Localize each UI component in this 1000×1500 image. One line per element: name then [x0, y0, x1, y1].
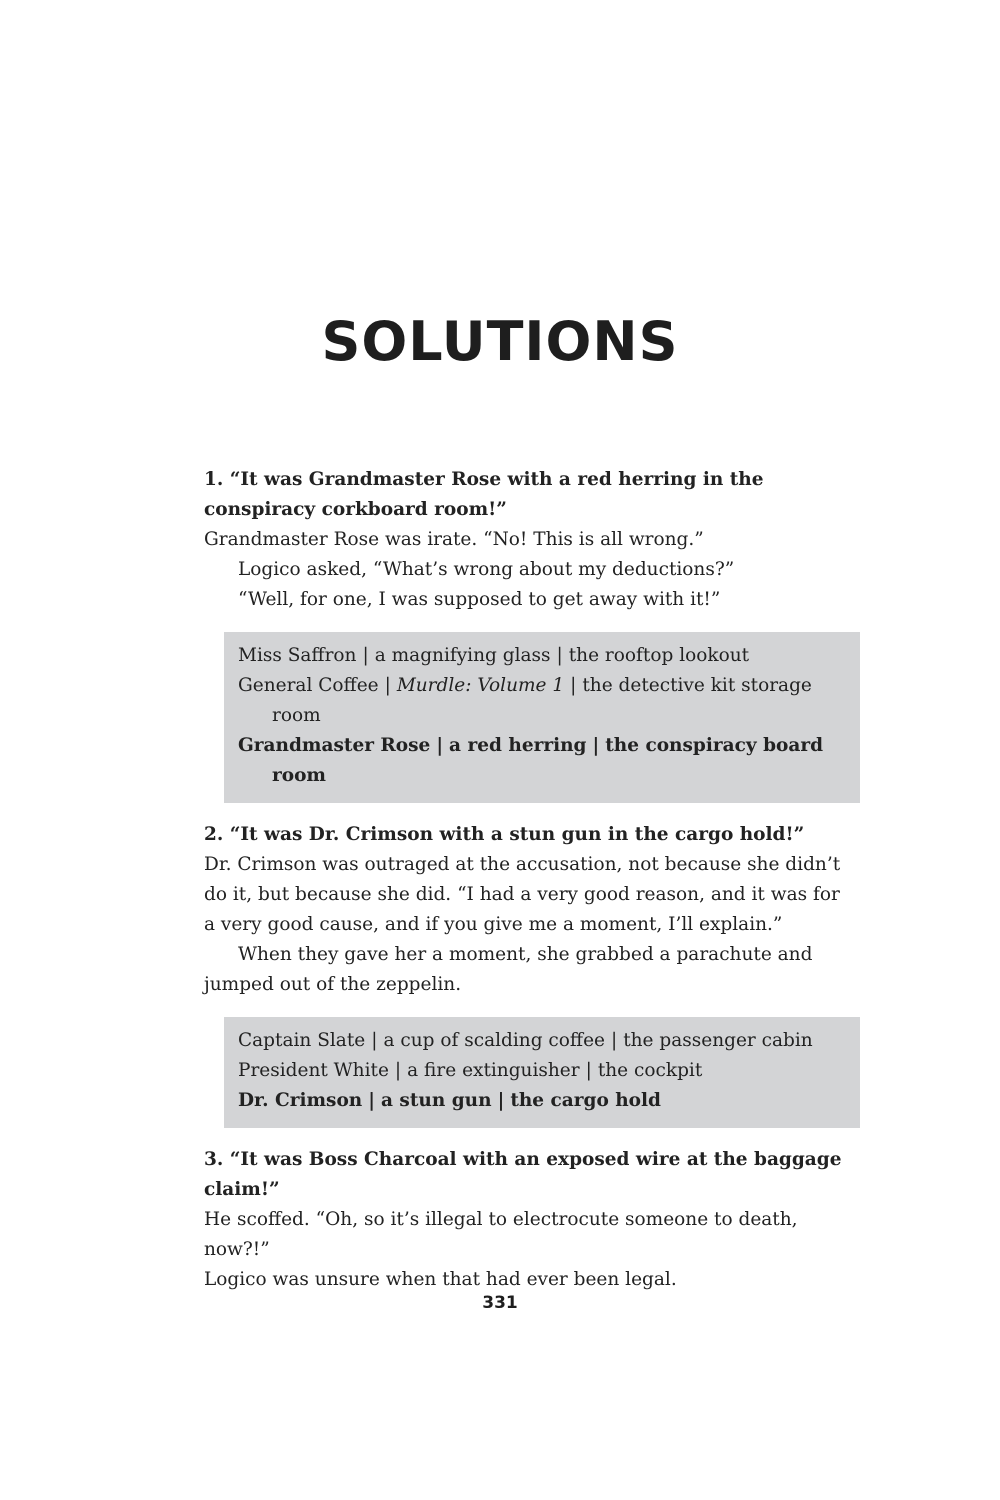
separator: |: [570, 675, 577, 696]
solution-2-heading: 2. “It was Dr. Crimson with a stun gun in the cargo hold!”: [204, 824, 805, 845]
separator: |: [368, 1090, 375, 1111]
weapon-name: Murdle: Volume 1: [396, 675, 565, 696]
table-row: [238, 671, 848, 731]
table-row: [238, 1026, 848, 1056]
weapon-name: a magnifying glass: [374, 645, 551, 666]
weapon-name: a cup of scalding coffee: [383, 1030, 605, 1051]
separator: |: [394, 1060, 402, 1081]
solution-1-suspect-table: [224, 632, 860, 803]
separator: |: [362, 645, 369, 666]
solution-3-heading: 3. “It was Boss Charcoal with an exposed wire at the baggage claim!”: [204, 1149, 842, 1200]
location-name: the cargo hold: [510, 1090, 661, 1111]
separator: |: [592, 735, 600, 756]
weapon-name: a red herring: [449, 735, 587, 756]
table-row: [238, 1056, 848, 1086]
suspect-name: Captain Slate: [238, 1030, 366, 1051]
location-name: the cockpit: [597, 1060, 703, 1081]
weapon-name: a fire extinguisher: [407, 1060, 580, 1081]
separator: |: [371, 1030, 378, 1051]
table-row-answer: [238, 731, 848, 791]
suspect-name: General Coffee: [238, 675, 379, 696]
solution-1-heading: 1. “It was Grandmaster Rose with a red herring in the conspiracy corkboard room!”: [204, 469, 764, 520]
location-name: the conspiracy board room: [272, 735, 824, 786]
separator: |: [384, 675, 391, 696]
table-row-answer: [238, 1086, 848, 1116]
weapon-name: a stun gun: [381, 1090, 492, 1111]
suspect-name: President White: [238, 1060, 389, 1081]
solution-1-paragraph-3: “Well, for one, I was supposed to get away with it!”: [238, 589, 721, 610]
solution-2-paragraph-1: Dr. Crimson was outraged at the accusation, not because she didn’t do it, but because she did. “I had a very good reason, and it was for a very good cause, and if you give me a moment, I’ll explain.”: [204, 854, 841, 935]
separator: |: [585, 1060, 592, 1081]
page-title: SOLUTIONS: [321, 310, 679, 373]
solutions-content: [204, 465, 844, 1295]
location-name: the detective kit storage room: [272, 675, 812, 726]
separator: |: [610, 1030, 618, 1051]
page-number: 331: [482, 1293, 518, 1313]
location-name: the rooftop lookout: [568, 645, 750, 666]
location-name: the passenger cabin: [623, 1030, 813, 1051]
solution-2-paragraph-2: When they gave her a moment, she grabbed a parachute and jumped out of the zeppelin.: [204, 944, 813, 995]
solution-1-paragraph-2: Logico asked, “What’s wrong about my deductions?”: [238, 559, 735, 580]
solution-3-paragraph-1: He scoffed. “Oh, so it’s illegal to electrocute someone to death, now?!”: [204, 1209, 798, 1260]
solution-1-paragraph-1: Grandmaster Rose was irate. “No! This is all wrong.”: [204, 529, 704, 550]
suspect-name: Grandmaster Rose: [238, 735, 431, 756]
separator: |: [556, 645, 563, 666]
table-row: [238, 641, 848, 671]
suspect-name: Miss Saffron: [238, 645, 357, 666]
separator: |: [436, 735, 444, 756]
solution-3-paragraph-2: Logico was unsure when that had ever been legal.: [204, 1269, 677, 1290]
suspect-name: Dr. Crimson: [238, 1090, 363, 1111]
solution-2-suspect-table: [224, 1017, 860, 1128]
separator: |: [497, 1090, 505, 1111]
